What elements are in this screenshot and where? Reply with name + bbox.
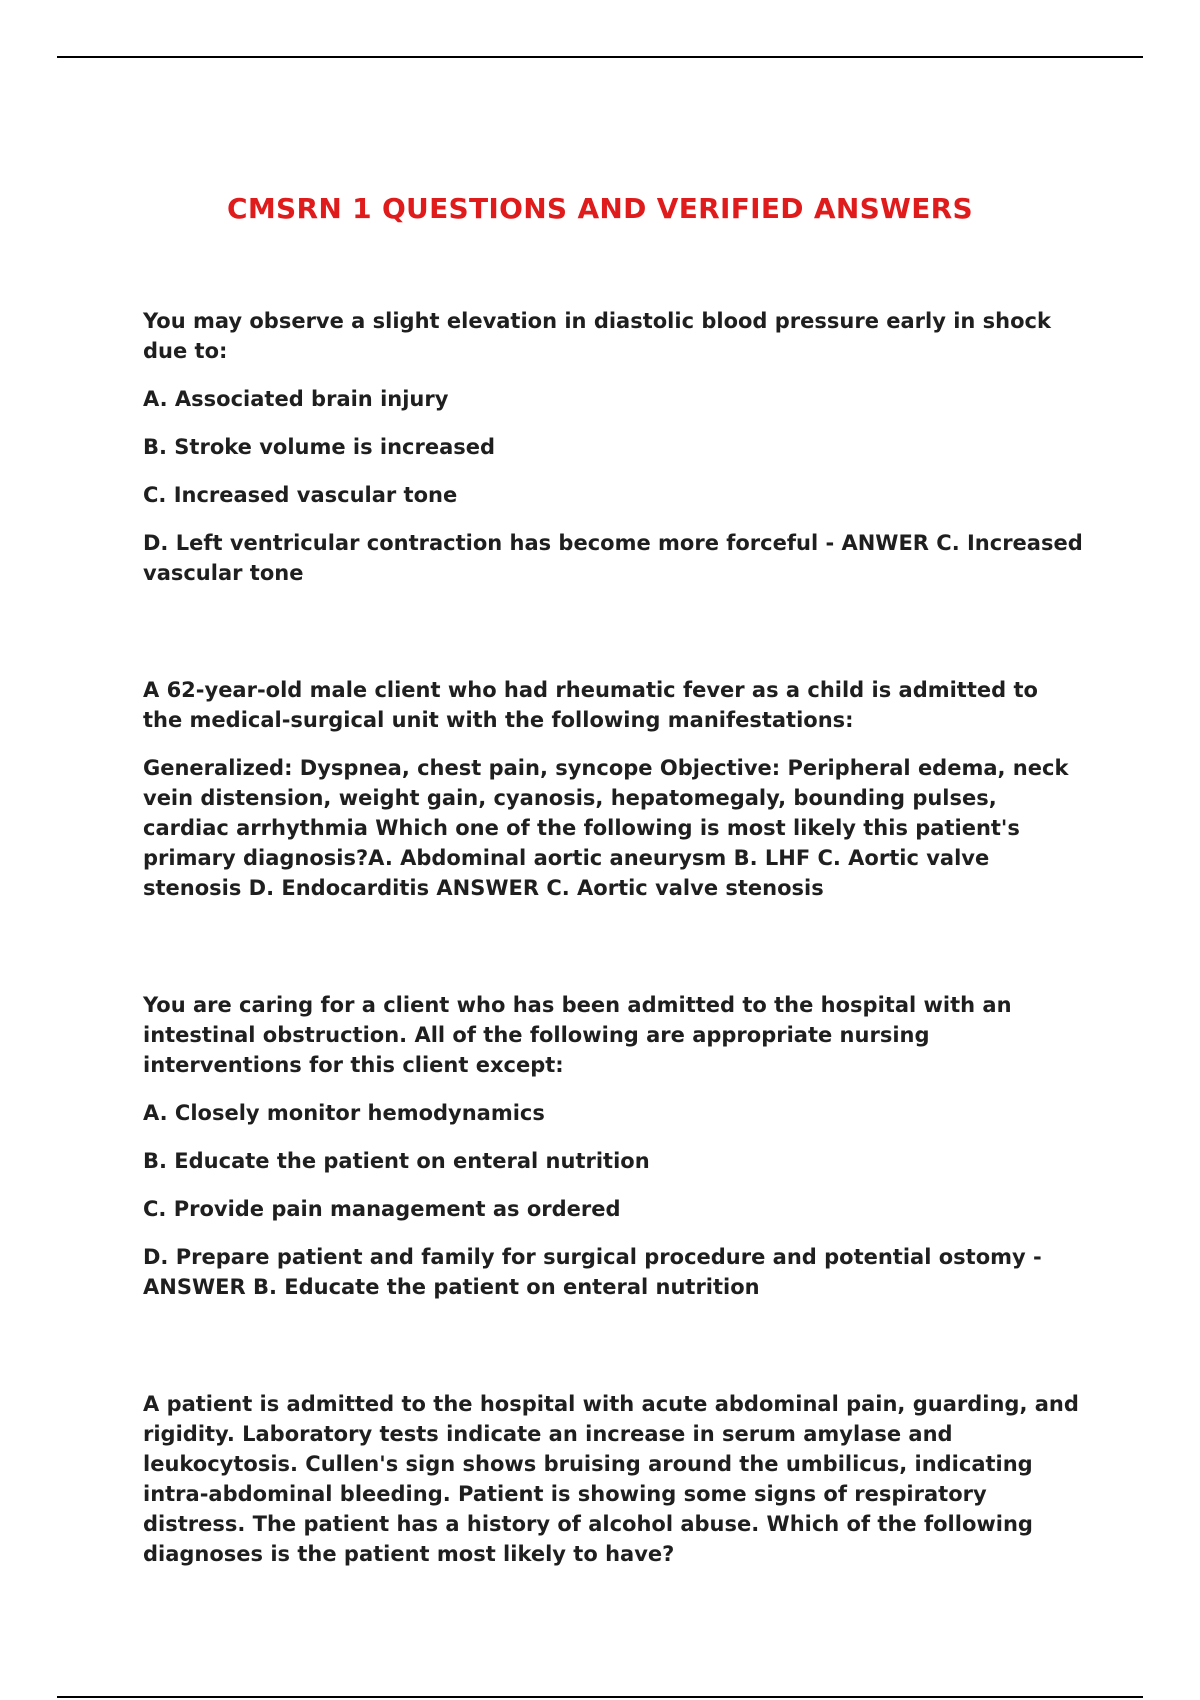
header-rule xyxy=(57,56,1143,58)
footer-rule xyxy=(57,1696,1143,1698)
question-block-2 xyxy=(143,675,1083,903)
answer-option: D. Left ventricular contraction has become more forceful - ANWER C. Increased vascular tone xyxy=(143,531,1083,585)
answer-option: A. Associated brain injury xyxy=(143,387,449,411)
answer-option: D. Prepare patient and family for surgical procedure and potential ostomy - ANSWER B. Educate the patient on enteral nutrition xyxy=(143,1245,1042,1299)
answer-option: B. Educate the patient on enteral nutrition xyxy=(143,1149,650,1173)
question-block-1 xyxy=(143,306,1083,588)
answer-option: C. Increased vascular tone xyxy=(143,483,458,507)
question-block-4 xyxy=(143,1389,1083,1569)
question-stem: You may observe a slight elevation in diastolic blood pressure early in shock due to: xyxy=(143,309,1051,363)
answer-option: C. Provide pain management as ordered xyxy=(143,1197,621,1221)
page-title: CMSRN 1 QUESTIONS AND VERIFIED ANSWERS xyxy=(227,192,973,225)
question-stem: A patient is admitted to the hospital with acute abdominal pain, guarding, and rigidity. Laboratory tests indicate an increase in serum amylase and leukocytosis. Cullen's sign shows bruising around the umbilicus, indicating intra-abdominal bleeding. Patient is showing some signs of respiratory distress. The patient has a history of alcohol abuse. Which of the following diagnoses is the patient most likely to have? xyxy=(143,1392,1079,1566)
answer-option: Generalized: Dyspnea, chest pain, syncope Objective: Peripheral edema, neck vein distension, weight gain, cyanosis, hepatomegaly, bounding pulses, cardiac arrhythmia Which one of the following is most likely this patient's primary diagnosis?A. Abdominal aortic aneurysm B. LHF C. Aortic valve stenosis D. Endocarditis ANSWER C. Aortic valve stenosis xyxy=(143,756,1069,900)
document-body xyxy=(143,306,1083,1569)
question-block-3 xyxy=(143,990,1083,1302)
answer-option: B. Stroke volume is increased xyxy=(143,435,496,459)
question-stem: You are caring for a client who has been admitted to the hospital with an intestinal obstruction. All of the following are appropriate nursing interventions for this client except: xyxy=(143,993,1012,1077)
question-stem: A 62-year-old male client who had rheumatic fever as a child is admitted to the medical-surgical unit with the following manifestations: xyxy=(143,678,1038,732)
answer-option: A. Closely monitor hemodynamics xyxy=(143,1101,545,1125)
